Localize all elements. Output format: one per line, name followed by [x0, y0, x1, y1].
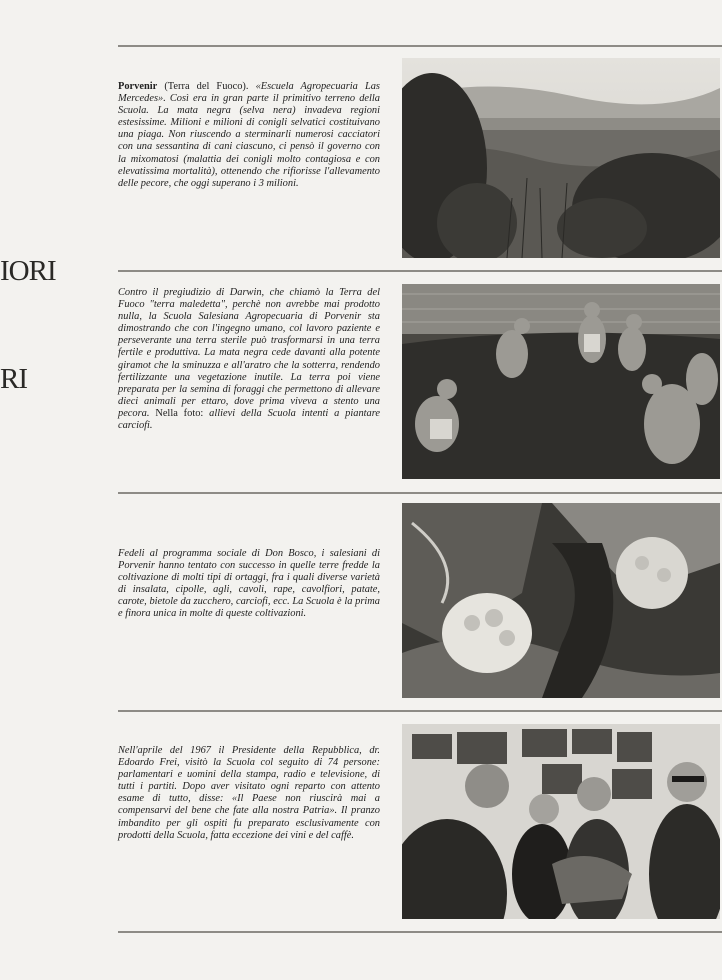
caption-lead-paren: (Terra del Fuoco).	[164, 81, 249, 92]
caption-body: «Escuela Agropecuaria Las Mercedes». Così era in gran parte il primitivo terreno della Scuola. La mata negra (selva nera) invadeva regioni estesissime. Milioni e milioni di conigli selvatici costituivano una piaga. Non riuscendo a sterminarli numerosi cacciatori con una sessantina di cani ciascuno, ci pensò il governo con la mixomatosi (malattia dei conigli molto contagiosa e con elevatissima mortalità), ottenendo che rifiorisse l'allevamento delle pecore, che oggi superano i 3 milioni.	[118, 81, 380, 189]
photo-cauliflower	[402, 503, 720, 698]
caption-foto-label: Nella foto:	[155, 407, 204, 419]
side-title-2: RI	[0, 363, 27, 395]
photo-students-planting	[402, 284, 720, 479]
divider	[118, 492, 722, 494]
side-title-1: IORI	[0, 255, 56, 287]
photo-president-visit	[402, 724, 720, 919]
caption-foto-text: allievi della Scuola intenti a piantare carciofi.	[118, 407, 380, 432]
divider	[118, 270, 722, 272]
caption-president	[118, 745, 380, 842]
caption-lead: Porvenir	[118, 81, 158, 92]
caption-body: Fedeli al programma sociale di Don Bosco, i salesiani di Porvenir hanno tentato con successo in quelle terre fredde la coltivazione di molti tipi di ortaggi, fra i quali diverse varietà di insalata, cipolle, agli, cavoli, rape, cavolfiori, patate, carote, bietole da zucchero, carciofi, ecc. La Scuola è la prima e finora unica in molte di queste coltivazioni.	[118, 548, 380, 620]
divider	[118, 931, 722, 933]
caption-porvenir	[118, 81, 380, 190]
caption-body: Nell'aprile del 1967 il Presidente della Repubblica, dr. Edoardo Frei, visitò la Scuola col seguito di 74 persone: parlamentari e uomini della stampa, radio e televisione, di tutti i partiti. Dopo aver visitato ogni reparto con attento esame di tutto, disse: «Il Paese non riuscirà mai a compensarvi del bene che fate alla nostra Patria». Il pranzo imbandito per gli ospiti fu preparato esclusivamente con prodotti della Scuola, fatta eccezione dei vini e del caffè.	[118, 745, 380, 841]
caption-darwin	[118, 287, 380, 432]
divider	[118, 45, 722, 47]
photo-landscape-shrubs	[402, 58, 720, 258]
divider	[118, 710, 722, 712]
caption-body: Contro il pregiudizio di Darwin, che chiamò la Terra del Fuoco "terra maledetta", perchè non avrebbe mai prodotto nulla, la Scuola Salesiana Agropecuaria di Porvenir sta dimostrando che con l'ingegno umano, col lavoro paziente e perseverante una terra sterile può trasformarsi in una terra fertile e produttiva. La mata negra cede davanti alla potente giramot che la sminuzza e all'aratro che la sotterra, rendendo fertilizzante una vegetazione inutile. La terra poi viene preparata per la semina di foraggi che permettono di allevare dieci animali per ettaro, dove prima viveva a stento una pecora.	[118, 287, 380, 419]
caption-don-bosco	[118, 548, 380, 621]
